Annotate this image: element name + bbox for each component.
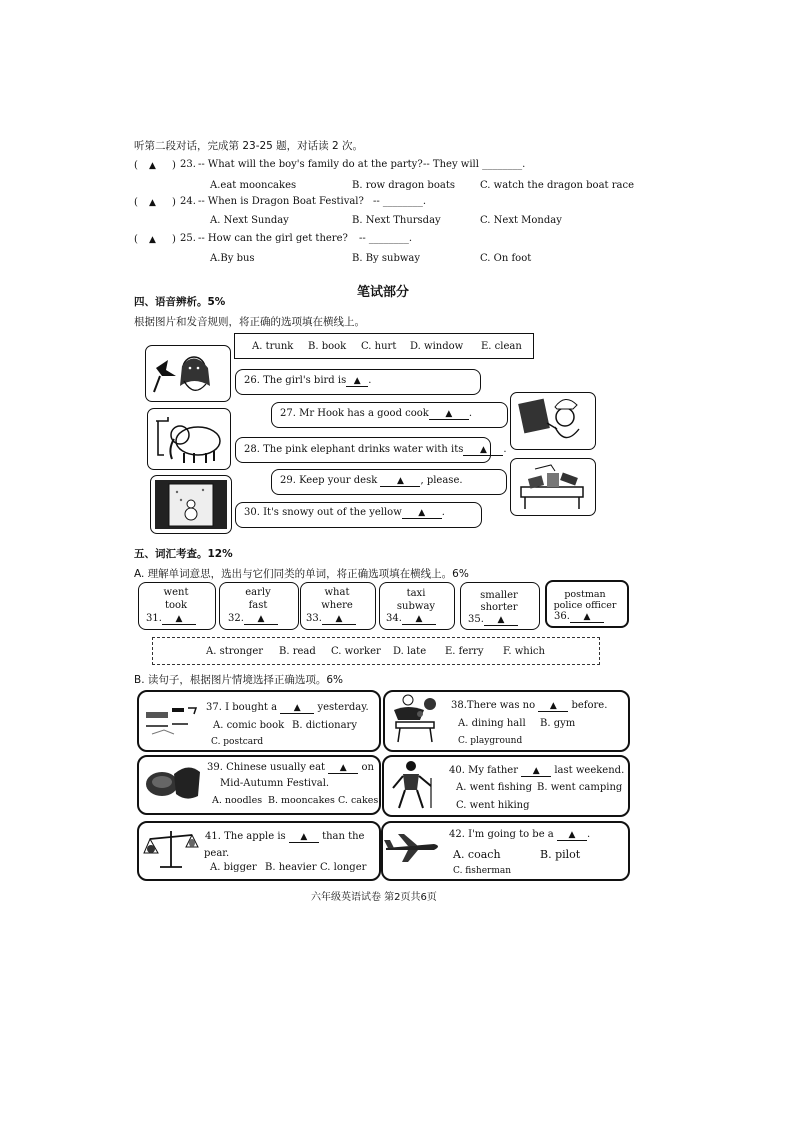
- chef-icon: [511, 393, 595, 449]
- q23-paren-close: ): [172, 160, 176, 171]
- q23-number: 23.: [180, 159, 196, 170]
- q31-blank[interactable]: ▲: [162, 614, 196, 625]
- q40-option-b[interactable]: B. went camping: [537, 782, 623, 793]
- q37-option-c[interactable]: C. postcard: [211, 737, 264, 747]
- phonics-option-a: A. trunk: [252, 341, 294, 352]
- q37-pre: 37. I bought a: [206, 702, 278, 713]
- phonics-option-d: D. window: [410, 341, 464, 352]
- q28-post: .: [503, 444, 507, 455]
- q25-answer-triangle[interactable]: ▲: [149, 235, 156, 245]
- q29-text: [280, 475, 463, 487]
- q28-pre: 28. The pink elephant drinks water with its: [244, 444, 464, 455]
- group31-answer: [146, 613, 196, 625]
- q31-number: 31.: [146, 613, 162, 624]
- q29-post: , please.: [420, 475, 463, 486]
- group33-word2: where: [321, 600, 353, 611]
- q38-option-a[interactable]: A. dining hall: [458, 718, 526, 729]
- q36-blank[interactable]: ▲: [570, 612, 604, 623]
- q42-option-c[interactable]: C. fisherman: [453, 866, 512, 876]
- hiking-man-icon: [387, 758, 437, 812]
- q27-post: .: [468, 408, 473, 419]
- q26-text: [244, 375, 371, 387]
- q38-option-c[interactable]: C. playground: [458, 736, 523, 746]
- girl-bird-icon: [146, 346, 230, 401]
- q23-option-a[interactable]: A.eat mooncakes: [210, 180, 297, 191]
- q25-option-c[interactable]: C. On foot: [480, 253, 532, 264]
- q27-answer-blank[interactable]: ▲: [429, 409, 469, 420]
- group36-word1: postman: [564, 589, 606, 600]
- q24-option-b[interactable]: B. Next Thursday: [352, 215, 441, 226]
- phonics-option-e: E. clean: [481, 341, 522, 352]
- group31-word1: went: [163, 587, 189, 598]
- q42-option-a[interactable]: A. coach: [453, 848, 501, 861]
- q39-option-a[interactable]: A. noodles: [212, 795, 263, 806]
- q35-blank[interactable]: ▲: [484, 615, 518, 626]
- elephant-picture: [147, 408, 231, 470]
- phonics-option-b: B. book: [308, 341, 347, 352]
- q39-post: on: [361, 762, 374, 773]
- snowy-window-picture: [150, 475, 232, 534]
- q25-number: 25.: [180, 233, 196, 244]
- q34-blank[interactable]: ▲: [402, 614, 436, 625]
- q25-option-a[interactable]: A.By bus: [210, 253, 255, 264]
- q32-number: 32.: [228, 613, 244, 624]
- q28-answer-blank[interactable]: ▲: [463, 445, 503, 456]
- q32-blank[interactable]: ▲: [244, 614, 278, 625]
- q26-pre: 26. The girl's bird is: [244, 375, 347, 386]
- q25-reply: -- ________.: [359, 233, 413, 244]
- vocab-option-b: B. read: [279, 646, 316, 657]
- group36-word2: police officer: [553, 600, 617, 611]
- group34-word2: subway: [396, 601, 436, 612]
- q24-option-a[interactable]: A. Next Sunday: [210, 215, 289, 226]
- q42-post: .: [586, 829, 591, 840]
- q23-paren: (: [134, 160, 138, 171]
- q23-reply: -- They will ________.: [423, 159, 526, 170]
- q39-option-c[interactable]: C. cakes: [338, 795, 379, 806]
- phonics-heading: 四、语音辨析。5%: [134, 296, 226, 308]
- q41-post: than the: [322, 831, 365, 842]
- q25-option-b[interactable]: B. By subway: [352, 253, 421, 264]
- q42-option-b[interactable]: B. pilot: [540, 848, 581, 861]
- q35-number: 35.: [468, 614, 484, 625]
- group32-word2: fast: [248, 600, 268, 611]
- q30-answer-blank[interactable]: ▲: [402, 508, 442, 519]
- group32-answer: [228, 613, 278, 625]
- group33-word1: what: [324, 587, 350, 598]
- q37-sentence: [206, 702, 369, 714]
- q24-reply: -- ________.: [373, 196, 427, 207]
- phonics-instruction: 根据图片和发音规则，将正确的选项填在横线上。: [134, 316, 365, 328]
- airplane-icon: [384, 830, 444, 866]
- q42-pre: 42. I'm going to be a: [449, 829, 554, 840]
- q23-option-b[interactable]: B. row dragon boats: [352, 180, 455, 191]
- q23-option-c[interactable]: C. watch the dragon boat race: [480, 180, 634, 191]
- q23-question: -- What will the boy's family do at the party?: [198, 159, 423, 170]
- q23-answer-triangle[interactable]: ▲: [149, 161, 156, 171]
- vocab-part-a: A. 理解单词意思，选出与它们同类的单词，将正确选项填在横线上。6%: [134, 568, 469, 580]
- q38-sentence: [451, 700, 607, 712]
- q41-option-b[interactable]: B. heavier: [265, 862, 317, 873]
- q37-option-a[interactable]: A. comic book: [213, 720, 285, 731]
- q39-option-b[interactable]: B. mooncakes: [268, 795, 335, 806]
- q37-option-b[interactable]: B. dictionary: [292, 720, 357, 731]
- q34-number: 34.: [386, 613, 402, 624]
- q38-pre: 38.There was no: [451, 700, 536, 711]
- page-footer: 六年级英语试卷 第2页共6页: [311, 892, 437, 903]
- girl-with-bird-picture: [145, 345, 231, 402]
- q26-answer-blank[interactable]: ▲: [346, 376, 368, 387]
- q39-blank[interactable]: ▲: [328, 763, 358, 774]
- vocab-option-f: F. which: [503, 646, 545, 657]
- q41-sentence: [205, 831, 364, 843]
- q38-option-b[interactable]: B. gym: [540, 718, 576, 729]
- q39-pre: 39. Chinese usually eat: [207, 762, 326, 773]
- q26-post: .: [368, 375, 372, 386]
- group35-word2: shorter: [480, 602, 518, 613]
- q38-blank[interactable]: ▲: [538, 701, 568, 712]
- group35-word1: smaller: [480, 590, 518, 601]
- group34-word1: taxi: [406, 588, 426, 599]
- q24-question: -- When is Dragon Boat Festival?: [198, 196, 364, 207]
- q39-line2: Mid-Autumn Festival.: [220, 778, 330, 789]
- vocab-part-b: B. 读句子，根据图片情境选择正确选项。6%: [134, 674, 344, 686]
- q24-number: 24.: [180, 196, 196, 207]
- shopping-items-icon: [144, 700, 198, 740]
- q25-paren-close: ): [172, 234, 176, 245]
- q29-pre: 29. Keep your desk: [280, 475, 378, 486]
- q41-blank[interactable]: ▲: [289, 832, 319, 843]
- q30-post: .: [441, 507, 445, 518]
- group34-answer: [386, 613, 436, 625]
- dining-hall-icon: [390, 692, 446, 746]
- elephant-icon: [148, 409, 230, 469]
- phonics-option-c: C. hurt: [361, 341, 397, 352]
- written-section-title: 笔试部分: [357, 285, 410, 300]
- q38-post: before.: [571, 700, 608, 711]
- q40-option-c[interactable]: C. went hiking: [456, 800, 530, 811]
- vocab-option-d: D. late: [393, 646, 427, 657]
- q40-sentence: [449, 765, 624, 777]
- q40-pre: 40. My father: [449, 765, 518, 776]
- q28-text: [244, 444, 507, 456]
- group33-answer: [306, 613, 356, 625]
- q27-pre: 27. Mr Hook has a good cook: [280, 408, 429, 419]
- messy-desk-picture: [510, 458, 596, 516]
- group31-word2: took: [164, 600, 188, 611]
- q24-paren-close: ): [172, 197, 176, 208]
- q36-number: 36.: [554, 611, 570, 622]
- listening-instruction: 听第二段对话，完成第 23-25 题，对话读 2 次。: [134, 140, 364, 152]
- group35-answer: [468, 614, 518, 626]
- q42-blank[interactable]: ▲: [557, 830, 587, 841]
- q42-sentence: [449, 829, 590, 841]
- q41-line2: pear.: [204, 848, 230, 859]
- vocab-option-c: C. worker: [331, 646, 381, 657]
- vocab-option-a: A. stronger: [206, 646, 264, 657]
- desk-icon: [511, 459, 595, 515]
- q25-question: -- How can the girl get there?: [198, 233, 348, 244]
- q24-answer-triangle[interactable]: ▲: [149, 198, 156, 208]
- q29-answer-blank[interactable]: ▲: [380, 476, 420, 487]
- q40-option-a[interactable]: A. went fishing: [456, 782, 532, 793]
- q33-number: 33.: [306, 613, 322, 624]
- cook-picture: [510, 392, 596, 450]
- q41-pre: 41. The apple is: [205, 831, 286, 842]
- mooncake-icon: [142, 760, 202, 806]
- group36-answer: [554, 611, 604, 623]
- q24-option-c[interactable]: C. Next Monday: [480, 215, 562, 226]
- q41-option-a[interactable]: A. bigger: [210, 862, 257, 873]
- q25-paren: (: [134, 234, 138, 245]
- q33-blank[interactable]: ▲: [322, 614, 356, 625]
- balance-scale-icon: [142, 825, 200, 873]
- vocab-heading: 五、词汇考查。12%: [134, 548, 233, 560]
- q30-text: [244, 507, 445, 519]
- q27-text: [280, 408, 472, 420]
- q40-post: last weekend.: [554, 765, 625, 776]
- q30-pre: 30. It's snowy out of the yellow: [244, 507, 402, 518]
- q39-sentence: [207, 762, 374, 774]
- q37-blank[interactable]: ▲: [280, 703, 314, 714]
- window-icon: [151, 476, 231, 533]
- q40-blank[interactable]: ▲: [521, 766, 551, 777]
- q41-option-c[interactable]: C. longer: [320, 862, 367, 873]
- q37-post: yesterday.: [317, 702, 369, 713]
- q24-paren: (: [134, 197, 138, 208]
- vocab-option-e: E. ferry: [445, 646, 484, 657]
- group32-word1: early: [245, 587, 271, 598]
